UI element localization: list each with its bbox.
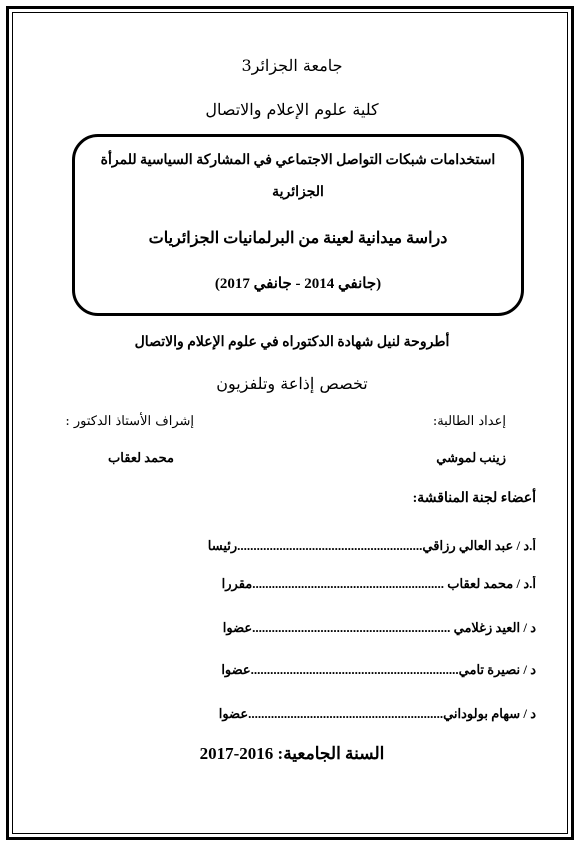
specialty: تخصص إذاعة وتلفزيون <box>216 374 368 393</box>
supervision-label: إشراف الأستاذ الدكتور : <box>65 414 194 429</box>
thesis-title-line-1: استخدامات شبكات التواصل الاجتماعي في المشاركة السياسية للمرأة <box>100 153 496 168</box>
committee-member-text: أ.د / عبد العالي رزاقي.........................................................رئيسا <box>207 538 536 553</box>
supervisor-name: محمد لعقاب <box>108 450 174 465</box>
committee-member-text: أ.د / محمد لعقاب ...........................................................مقررا <box>221 576 536 591</box>
preparation-label: إعداد الطالبة: <box>432 414 506 429</box>
committee-member-row <box>68 620 536 640</box>
thesis-period: (جانفي 2014 - جانفي 2017) <box>214 276 382 292</box>
committee-member-text: د / العيد زغلامي .............................................................عضوا <box>222 620 536 635</box>
academic-year: السنة الجامعية: 2016-2017 <box>199 744 385 763</box>
student-name: زينب لموشي <box>436 450 506 465</box>
thesis-title-line-2: الجزائرية <box>272 185 324 200</box>
thesis-degree: أطروحة لنيل شهادة الدكتوراه في علوم الإعلام والاتصال <box>134 335 450 350</box>
committee-member-text: د / نصيرة تامي................................................................عضوا <box>221 662 536 677</box>
committee-member-row <box>68 538 536 558</box>
committee-member-row <box>68 576 536 596</box>
committee-member-row <box>68 662 536 682</box>
committee-member-text: د / سهام بولوداني............................................................عضوا <box>218 706 536 721</box>
university-name: جامعة الجزائر3 <box>241 56 343 75</box>
faculty-name: كلية علوم الإعلام والاتصال <box>205 100 379 119</box>
committee-member-row <box>68 706 536 726</box>
committee-title: أعضاء لجنة المناقشة: <box>412 491 536 506</box>
thesis-subtitle: دراسة ميدانية لعينة من البرلمانيات الجزائريات <box>148 230 448 247</box>
